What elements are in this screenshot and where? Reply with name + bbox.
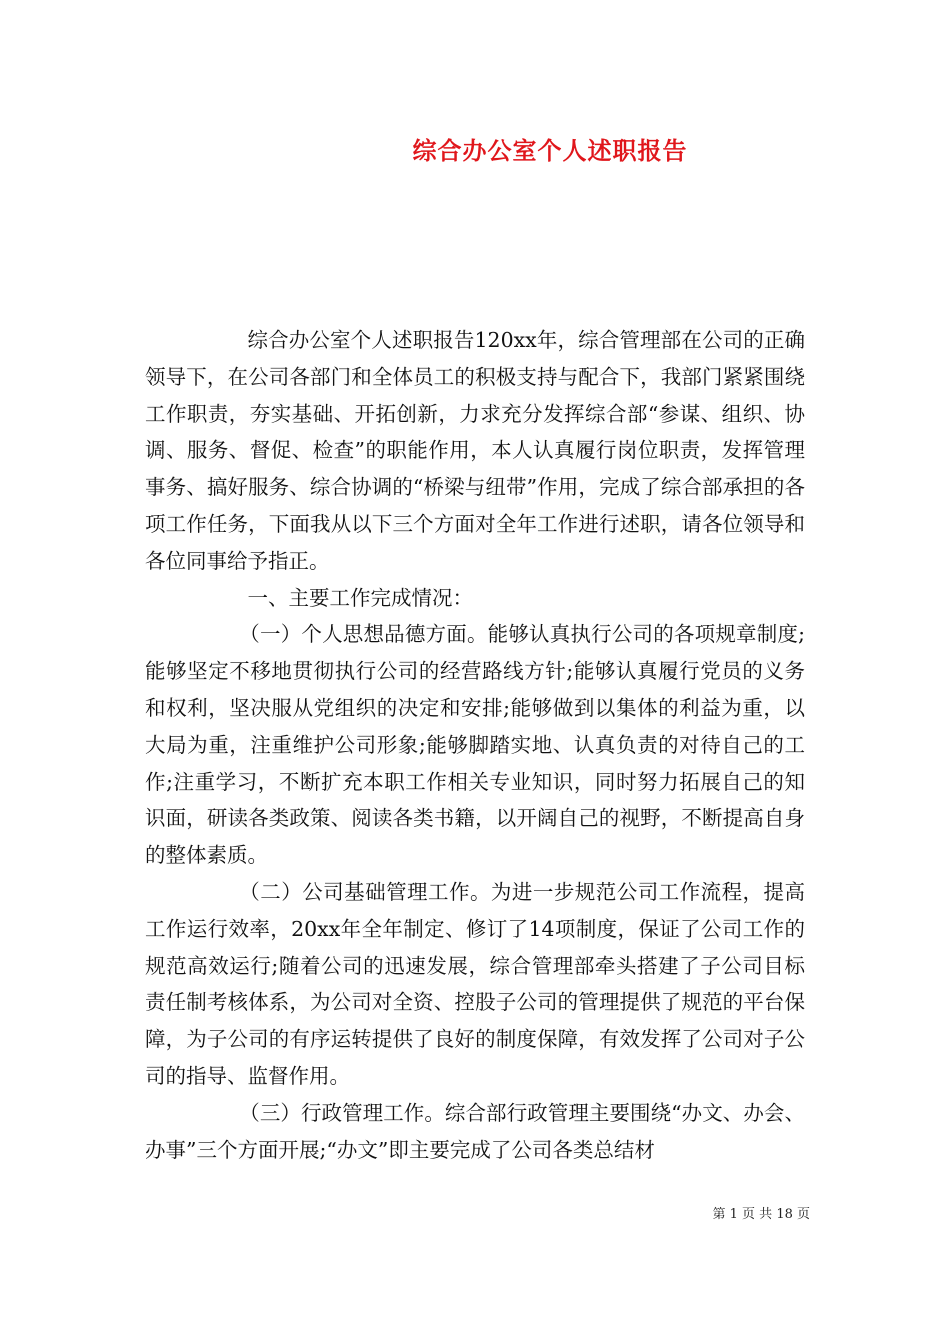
paragraph-admin-management: （三）行政管理工作。综合部行政管理主要围绕“办文、办会、办事”三个方面开展;“办文”即主要完成了公司各类总结材 [145,1100,805,1162]
section-heading-main-work: 一、主要工作完成情况： [247,585,473,610]
page-number: 第 1 页 共 18 页 [712,1207,810,1222]
paragraph-intro: 综合办公室个人述职报告120xx年，综合管理部在公司的正确领导下，在公司各部门和全体员工的积极支持与配合下，我部门紧紧围绕工作职责，夯实基础、开拓创新，力求充分发挥综合部“参谋、组织、协调、服务、督促、检查”的职能作用，本人认真履行岗位职责，发挥管理事务、搞好服务、综合协调的“桥梁与纽带”作用，完成了综合部承担的各项工作任务，下面我从以下三个方面对全年工作进行述职，请各位领导和各位同事给予指正。 [145,328,805,573]
document-body [145,322,805,1168]
paragraph-ideology: （一）个人思想品德方面。能够认真执行公司的各项规章制度;能够坚定不移地贯彻执行公司的经营路线方针;能够认真履行党员的义务和权利，坚决服从党组织的决定和安排;能够做到以集体的利益为重，以大局为重，注重维护公司形象;能够脚踏实地、认真负责的对待自己的工作;注重学习，不断扩充本职工作相关专业知识，同时努力拓展自己的知识面，研读各类政策、阅读各类书籍，以开阔自己的视野，不断提高自身的整体素质。 [145,622,805,868]
page-title: 综合办公室个人述职报告 [412,136,688,165]
paragraph-basic-management: （二）公司基础管理工作。为进一步规范公司工作流程，提高工作运行效率，20xx年全年制定、修订了14项制度，保证了公司工作的规范高效运行;随着公司的迅速发展，综合管理部牵头搭建了子公司目标责任制考核体系，为公司对全资、控股子公司的管理提供了规范的平台保障，为子公司的有序运转提供了良好的制度保障，有效发挥了公司对子公司的指导、监督作用。 [145,879,805,1088]
